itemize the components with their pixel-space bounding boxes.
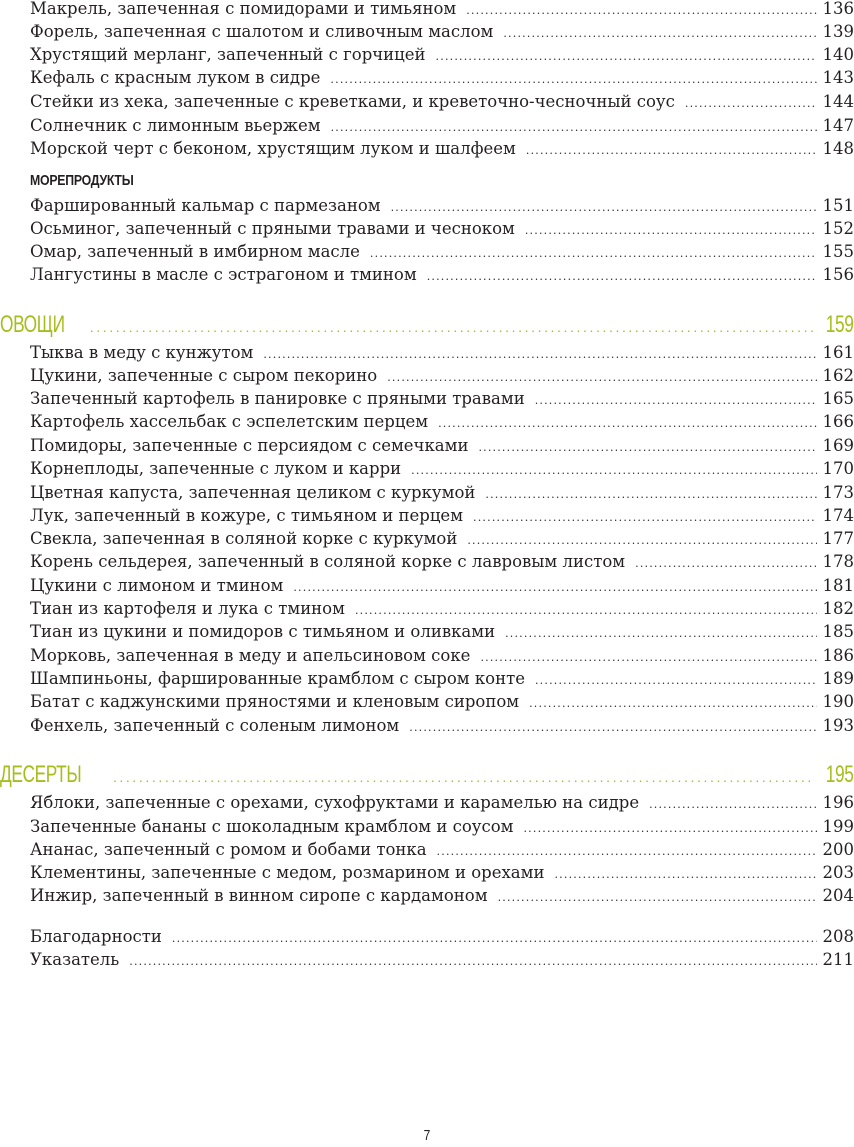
entry-page: 181 — [822, 576, 854, 595]
entry-title: Шампиньоны, фаршированные крамблом с сыром конте — [30, 669, 525, 688]
section-page: 159 — [826, 311, 854, 338]
leader-dots — [391, 196, 817, 219]
leader-dots — [172, 927, 817, 950]
entry-title: Тиан из цукини и помидоров с тимьяном и оливками — [30, 622, 496, 641]
entry-title: Фенхель, запеченный с соленым лимоном — [30, 716, 400, 735]
entry-title: Омар, запеченный в имбирном масле — [30, 242, 360, 261]
entry-page: 177 — [822, 529, 854, 548]
leader-dots — [293, 576, 816, 599]
entry-title: Запеченные бананы с шоколадным крамблом и соусом — [30, 817, 514, 836]
entry-title: Клементины, запеченные с медом, розмарином и орехами — [30, 863, 545, 882]
entry-title: Лук, запеченный в кожуре, с тимьяном и перцем — [30, 506, 464, 525]
toc-entry — [30, 527, 854, 550]
entry-title: Благодарности — [30, 927, 162, 946]
entry-page: 155 — [822, 242, 854, 261]
toc-entry — [30, 137, 854, 160]
toc-entry — [30, 644, 854, 667]
entry-page: 152 — [822, 219, 854, 238]
leader-dots — [331, 116, 817, 139]
toc-entry — [30, 925, 854, 948]
entry-page: 147 — [822, 116, 854, 135]
entry-title: Ананас, запеченный с ромом и бобами тонка — [30, 840, 427, 859]
entry-title: Хрустящий мерланг, запеченный с горчицей — [30, 45, 426, 64]
toc-entry — [30, 194, 854, 217]
entry-page: 204 — [822, 886, 854, 905]
section-title: ОВОЩИ — [0, 311, 65, 338]
toc-entry — [30, 815, 854, 838]
toc-entry — [30, 341, 854, 364]
page-number: 7 — [423, 1127, 431, 1144]
leader-dots — [427, 265, 817, 288]
leader-dots — [370, 242, 817, 265]
leader-dots — [411, 459, 816, 482]
toc-entry — [30, 0, 854, 20]
entry-title: Указатель — [30, 950, 120, 969]
toc-entry — [30, 387, 854, 410]
section-heading-desserts — [0, 759, 854, 791]
toc-entry — [30, 90, 854, 113]
entry-title: Цукини с лимоном и тмином — [30, 576, 284, 595]
toc-entry — [30, 43, 854, 66]
leader-dots — [473, 506, 816, 529]
entry-page: 178 — [822, 552, 854, 571]
toc-entry — [30, 434, 854, 457]
entry-page: 165 — [822, 389, 854, 408]
toc-entry — [30, 457, 854, 480]
toc-entry — [30, 263, 854, 286]
toc-entry — [30, 620, 854, 643]
leader-dots — [535, 389, 817, 412]
leader-dots — [90, 319, 816, 335]
entry-page: 170 — [822, 459, 854, 478]
entry-title: Помидоры, запеченные с персиядом с семечками — [30, 436, 469, 455]
toc-entry — [30, 66, 854, 89]
entry-title: Тыква в меду с кунжутом — [30, 343, 254, 362]
section-heading-vegetables — [0, 309, 854, 341]
toc-entry — [30, 714, 854, 737]
leader-dots — [503, 22, 816, 45]
entry-page: 156 — [822, 265, 854, 284]
toc-entry — [30, 410, 854, 433]
entry-page: 200 — [822, 840, 854, 859]
leader-dots — [355, 599, 817, 622]
entry-page: 203 — [822, 863, 854, 882]
toc-entry — [30, 240, 854, 263]
entry-page: 144 — [822, 92, 854, 111]
leader-dots — [113, 769, 816, 785]
leader-dots — [529, 692, 816, 715]
entry-title: Яблоки, запеченные с орехами, сухофруктами и карамелью на сидре — [30, 793, 640, 812]
entry-title: Осьминог, запеченный с пряными травами и чесноком — [30, 219, 515, 238]
leader-dots — [466, 0, 816, 22]
entry-page: 136 — [822, 0, 854, 18]
entry-page: 161 — [822, 343, 854, 362]
entry-title: Морковь, запеченная в меду и апельсиновом соке — [30, 646, 471, 665]
entry-page: 208 — [822, 927, 854, 946]
toc-entry — [30, 884, 854, 907]
entry-page: 174 — [822, 506, 854, 525]
subsection-heading: МОРЕПРОДУКТЫ — [30, 172, 134, 189]
entry-title: Картофель хассельбак с эспелетским перцем — [30, 412, 429, 431]
toc-entry — [30, 690, 854, 713]
entry-title: Лангустины в масле с эстрагоном и тмином — [30, 265, 417, 284]
toc-entry — [30, 550, 854, 573]
toc-entry — [30, 861, 854, 884]
entry-title: Корень сельдерея, запеченный в соляной корке с лавровым листом — [30, 552, 626, 571]
entry-page: 166 — [822, 412, 854, 431]
entry-title: Тиан из картофеля и лука с тмином — [30, 599, 345, 618]
toc-entry — [30, 217, 854, 240]
leader-dots — [263, 343, 816, 366]
leader-dots — [635, 552, 816, 575]
entry-title: Стейки из хека, запеченные с креветками, и креветочно-чесночный соус — [30, 92, 675, 111]
toc-entry — [30, 504, 854, 527]
entry-page: 211 — [822, 950, 854, 969]
leader-dots — [485, 483, 816, 506]
entry-title: Кефаль с красным луком в сидре — [30, 68, 321, 87]
toc-entry — [30, 364, 854, 387]
entry-page: 182 — [822, 599, 854, 618]
toc-entry — [30, 597, 854, 620]
entry-title: Фаршированный кальмар с пармезаном — [30, 196, 381, 215]
entry-title: Макрель, запеченная с помидорами и тимьяном — [30, 0, 457, 18]
entry-page: 169 — [822, 436, 854, 455]
entry-title: Батат с каджунскими пряностями и кленовым сиропом — [30, 692, 520, 711]
leader-dots — [436, 45, 817, 68]
leader-dots — [478, 436, 816, 459]
entry-title: Солнечник с лимонным вьержем — [30, 116, 321, 135]
leader-dots — [685, 92, 817, 115]
leader-dots — [649, 793, 816, 816]
leader-dots — [535, 669, 817, 692]
entry-title: Запеченный картофель в панировке с пряными травами — [30, 389, 525, 408]
toc-entry — [30, 481, 854, 504]
entry-page: 162 — [822, 366, 854, 385]
leader-dots — [505, 622, 816, 645]
toc-entry — [30, 667, 854, 690]
section-title: ДЕСЕРТЫ — [0, 761, 82, 788]
leader-dots — [129, 950, 816, 973]
entry-title: Форель, запеченная с шалотом и сливочным маслом — [30, 22, 494, 41]
entry-page: 189 — [822, 669, 854, 688]
toc-entry — [30, 838, 854, 861]
entry-page: 143 — [822, 68, 854, 87]
entry-page: 196 — [822, 793, 854, 812]
toc-entry — [30, 20, 854, 43]
entry-page: 173 — [822, 483, 854, 502]
entry-page: 185 — [822, 622, 854, 641]
toc-entry — [30, 114, 854, 137]
entry-page: 151 — [822, 196, 854, 215]
leader-dots — [330, 68, 816, 91]
leader-dots — [523, 817, 816, 840]
entry-title: Инжир, запеченный в винном сиропе с кардамоном — [30, 886, 488, 905]
toc-entry — [30, 791, 854, 814]
entry-page: 140 — [822, 45, 854, 64]
entry-page: 190 — [822, 692, 854, 711]
entry-title: Корнеплоды, запеченные с луком и карри — [30, 459, 402, 478]
leader-dots — [438, 412, 816, 435]
entry-title: Цукини, запеченные с сыром пекорино — [30, 366, 378, 385]
entry-page: 199 — [822, 817, 854, 836]
toc-entry — [30, 948, 854, 971]
leader-dots — [387, 366, 816, 389]
leader-dots — [554, 863, 816, 886]
leader-dots — [480, 646, 816, 669]
leader-dots — [498, 886, 817, 909]
leader-dots — [526, 139, 817, 162]
leader-dots — [409, 716, 816, 739]
entry-page: 186 — [822, 646, 854, 665]
leader-dots — [467, 529, 816, 552]
entry-title: Морской черт с беконом, хрустящим луком и шалфеем — [30, 139, 516, 158]
entry-title: Свекла, запеченная в соляной корке с куркумой — [30, 529, 458, 548]
leader-dots — [525, 219, 817, 242]
leader-dots — [437, 840, 817, 863]
entry-page: 193 — [822, 716, 854, 735]
entry-page: 139 — [822, 22, 854, 41]
toc-entry — [30, 574, 854, 597]
entry-title: Цветная капуста, запеченная целиком с куркумой — [30, 483, 476, 502]
section-page: 195 — [826, 761, 854, 788]
entry-page: 148 — [822, 139, 854, 158]
